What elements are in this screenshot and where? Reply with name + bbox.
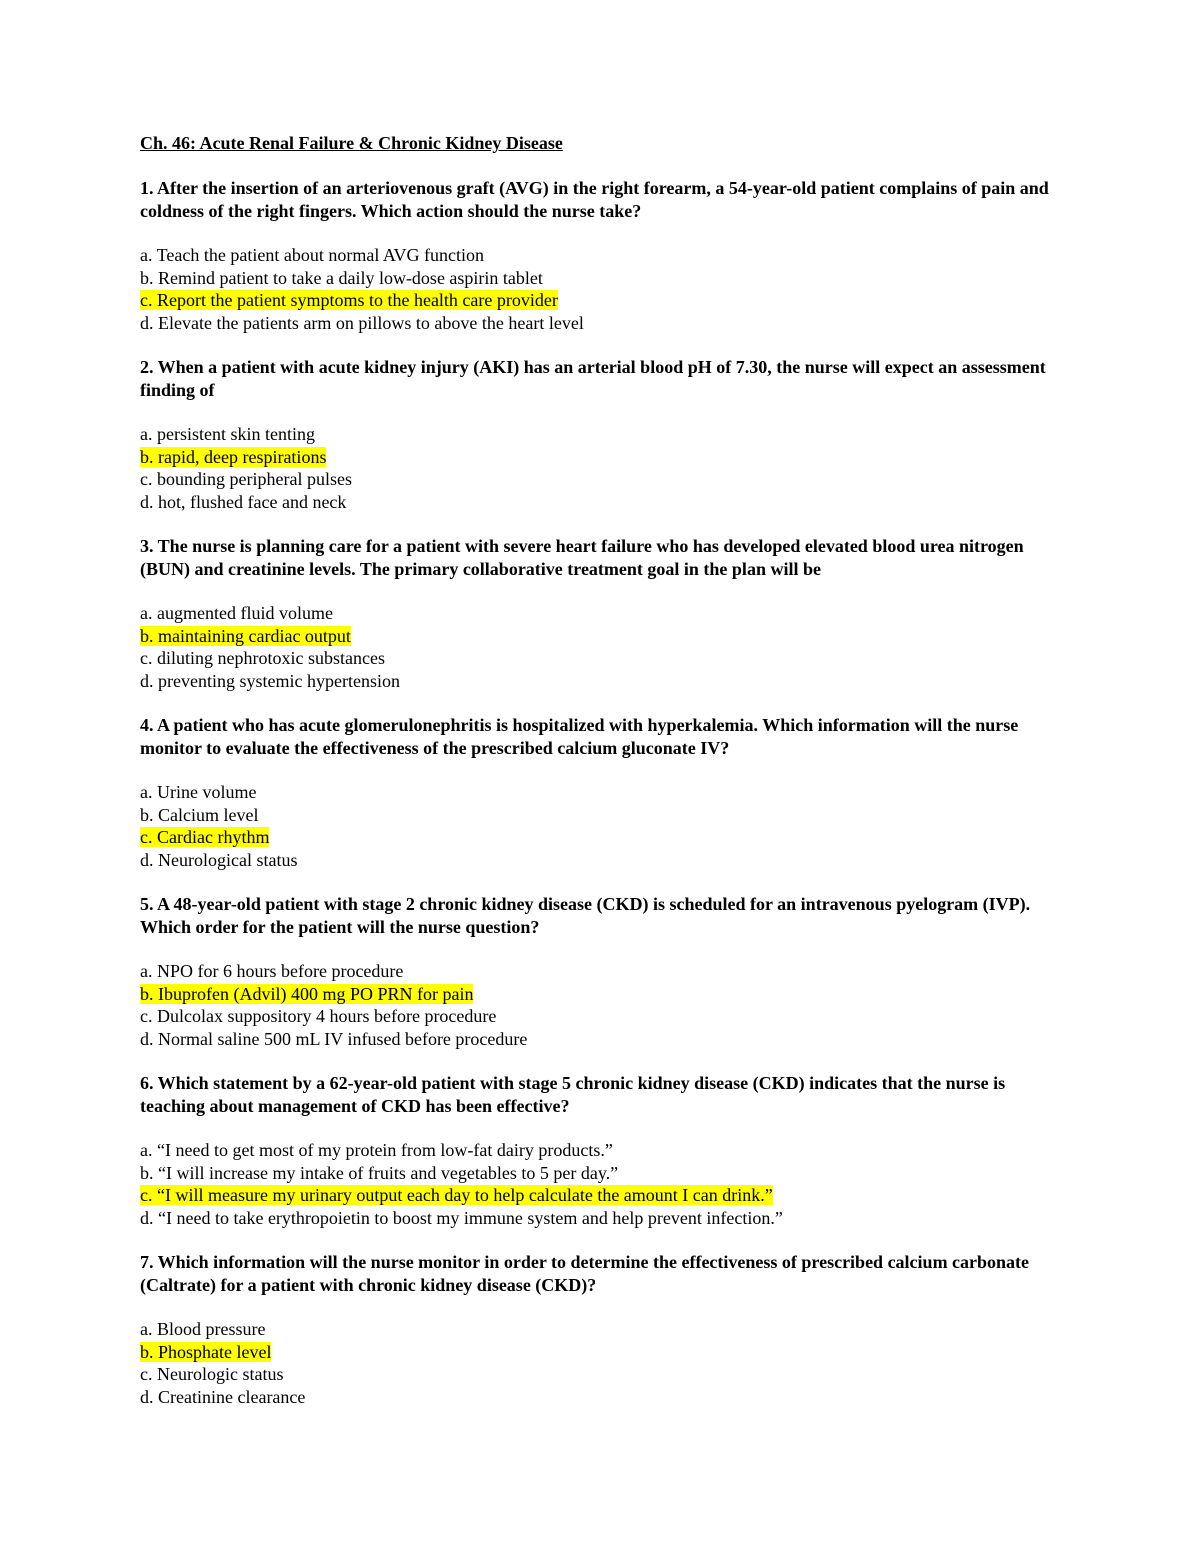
option-text: c. bounding peripheral pulses <box>140 469 352 489</box>
question-1 <box>140 177 1070 334</box>
option-text: d. Elevate the patients arm on pillows to above the heart level <box>140 312 584 333</box>
answer-option-c <box>140 1005 1070 1028</box>
option-text: d. preventing systemic hypertension <box>140 670 400 691</box>
answer-option-a <box>140 602 1070 625</box>
question-6 <box>140 1072 1070 1229</box>
option-text: d. hot, flushed face and neck <box>140 491 347 512</box>
option-text: d. Normal saline 500 mL IV infused before procedure <box>140 1028 528 1049</box>
answer-option-b <box>140 446 1070 469</box>
answer-option-a <box>140 1139 1070 1162</box>
question-stem: 7. Which information will the nurse monitor in order to determine the effectiveness of prescribed calcium carbonate (Caltrate) for a patient with chronic kidney disease (CKD)? <box>140 1252 1030 1295</box>
option-text: a. Blood pressure <box>140 1319 266 1339</box>
answer-option-a <box>140 244 1070 267</box>
option-text: a. NPO for 6 hours before procedure <box>140 961 404 981</box>
question-stem: 4. A patient who has acute glomerulonephritis is hospitalized with hyperkalemia. Which information will the nurse monitor to evaluate the effectiveness of the prescribed calcium gluconate IV? <box>140 715 1019 758</box>
question-3 <box>140 535 1070 692</box>
answer-option-d <box>140 312 1070 335</box>
option-text: c. “I will measure my urinary output each day to help calculate the amount I can drink.” <box>140 1185 773 1205</box>
option-text: b. rapid, deep respirations <box>140 446 327 467</box>
answer-option-d <box>140 670 1070 693</box>
answer-option-b <box>140 267 1070 290</box>
question-7 <box>140 1251 1070 1408</box>
option-text: b. maintaining cardiac output <box>140 625 351 646</box>
answer-option-b <box>140 804 1070 827</box>
option-text: c. diluting nephrotoxic substances <box>140 648 385 668</box>
option-text: a. persistent skin tenting <box>140 424 315 444</box>
option-text: a. “I need to get most of my protein from low-fat dairy products.” <box>140 1140 613 1160</box>
answer-option-d <box>140 1386 1070 1409</box>
answer-option-c <box>140 1363 1070 1386</box>
answer-option-b <box>140 625 1070 648</box>
answer-option-b <box>140 1341 1070 1364</box>
answer-option-b <box>140 1162 1070 1185</box>
answer-option-b <box>140 983 1070 1006</box>
answer-option-c <box>140 289 1070 312</box>
question-stem: 2. When a patient with acute kidney injury (AKI) has an arterial blood pH of 7.30, the nurse will expect an assessment finding of <box>140 357 1046 400</box>
answer-option-d <box>140 849 1070 872</box>
answer-option-d <box>140 1207 1070 1230</box>
question-5 <box>140 893 1070 1050</box>
question-stem: 5. A 48-year-old patient with stage 2 chronic kidney disease (CKD) is scheduled for an intravenous pyelogram (IVP). Which order for the patient will the nurse question? <box>140 894 1031 937</box>
option-text: b. Ibuprofen (Advil) 400 mg PO PRN for pain <box>140 983 474 1004</box>
option-text: d. “I need to take erythropoietin to boost my immune system and help prevent infection.” <box>140 1207 783 1228</box>
option-text: a. augmented fluid volume <box>140 603 333 623</box>
option-text: b. Remind patient to take a daily low-dose aspirin tablet <box>140 267 543 288</box>
question-stem: 1. After the insertion of an arteriovenous graft (AVG) in the right forearm, a 54-year-old patient complains of pain and coldness of the right fingers. Which action should the nurse take? <box>140 178 1049 221</box>
answer-option-d <box>140 491 1070 514</box>
answer-option-d <box>140 1028 1070 1051</box>
answer-option-c <box>140 1184 1070 1207</box>
document-page <box>140 132 1070 1430</box>
answer-option-c <box>140 826 1070 849</box>
option-text: c. Report the patient symptoms to the health care provider <box>140 290 558 310</box>
option-text: b. Phosphate level <box>140 1341 272 1362</box>
option-text: c. Cardiac rhythm <box>140 827 270 847</box>
option-text: d. Creatinine clearance <box>140 1386 306 1407</box>
option-text: c. Dulcolax suppository 4 hours before procedure <box>140 1006 497 1026</box>
question-4 <box>140 714 1070 871</box>
option-text: a. Teach the patient about normal AVG function <box>140 245 484 265</box>
answer-option-a <box>140 781 1070 804</box>
answer-option-a <box>140 960 1070 983</box>
answer-option-c <box>140 647 1070 670</box>
answer-option-a <box>140 1318 1070 1341</box>
answer-option-c <box>140 468 1070 491</box>
question-2 <box>140 356 1070 513</box>
option-text: b. “I will increase my intake of fruits and vegetables to 5 per day.” <box>140 1162 619 1183</box>
question-stem: 3. The nurse is planning care for a patient with severe heart failure who has developed elevated blood urea nitrogen (BUN) and creatinine levels. The primary collaborative treatment goal in the plan will be <box>140 536 1024 579</box>
option-text: b. Calcium level <box>140 804 259 825</box>
option-text: c. Neurologic status <box>140 1364 284 1384</box>
answer-option-a <box>140 423 1070 446</box>
document-title: Ch. 46: Acute Renal Failure & Chronic Kidney Disease <box>140 133 563 153</box>
option-text: d. Neurological status <box>140 849 298 870</box>
option-text: a. Urine volume <box>140 782 257 802</box>
question-stem: 6. Which statement by a 62-year-old patient with stage 5 chronic kidney disease (CKD) indicates that the nurse is teaching about management of CKD has been effective? <box>140 1073 1006 1116</box>
